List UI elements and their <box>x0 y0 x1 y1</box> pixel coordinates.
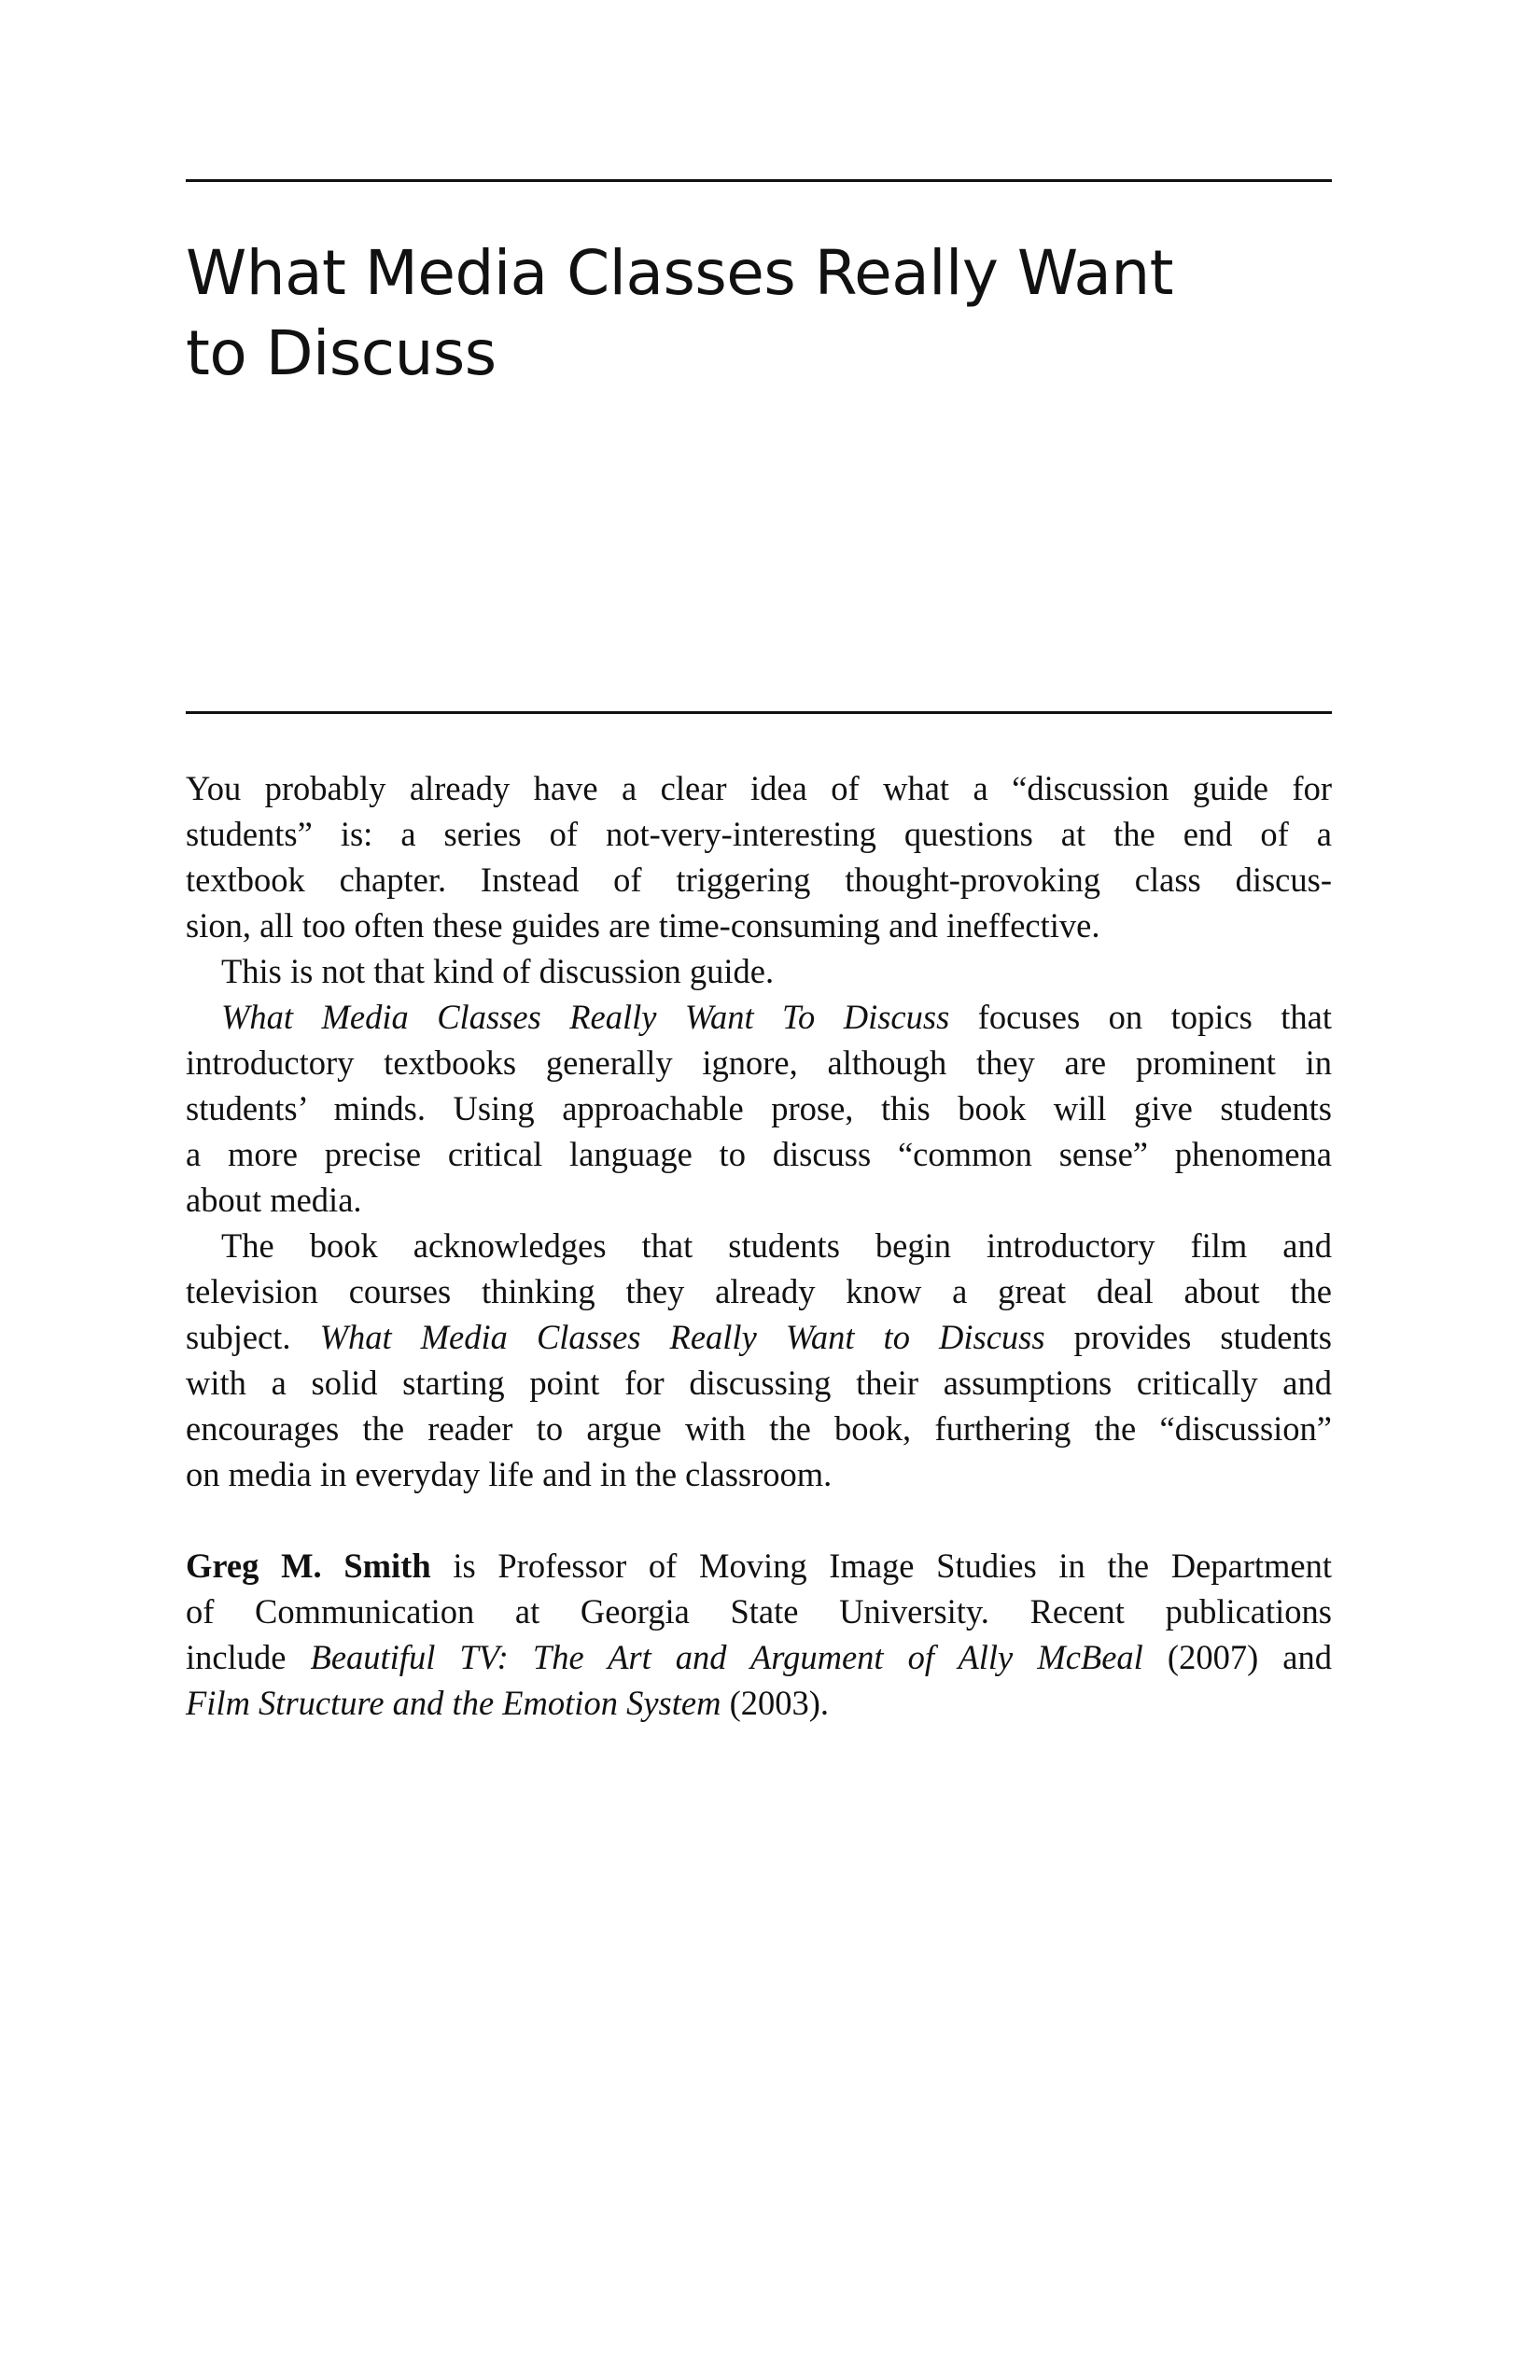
text-line: encourages the reader to argue with the book, furthering the “discussion” <box>186 1409 1332 1448</box>
text-fragment: focuses on topics that <box>949 998 1332 1036</box>
text-fragment: provides students <box>1044 1318 1332 1356</box>
text-line: introductory textbooks generally ignore, although they are prominent in <box>186 1043 1332 1082</box>
text-line: textbook chapter. Instead of triggering thought-provoking class discus- <box>186 861 1332 899</box>
text-line: students’ minds. Using approachable prose, this book will give students <box>186 1089 1332 1127</box>
text-line: about media. <box>186 1181 362 1219</box>
text-fragment: (2007) and <box>1142 1638 1333 1676</box>
text-line <box>186 1634 1332 1680</box>
text-line: on media in everyday life and in the classroom. <box>186 1455 833 1493</box>
text-line: The book acknowledges that students begin introductory film and <box>221 1226 1332 1265</box>
paragraph-statement <box>186 948 1332 994</box>
paragraph-intro <box>186 765 1332 948</box>
text-fragment: subject. <box>186 1318 320 1356</box>
section-rule <box>186 711 1332 714</box>
text-line <box>186 1314 1332 1360</box>
text-fragment: include <box>186 1638 311 1676</box>
text-line: a more precise critical language to discuss “common sense” phenomena <box>186 1135 1332 1173</box>
publication-title-italic: Film Structure and the Emotion System <box>186 1684 721 1722</box>
paragraph-topics <box>186 994 1332 1223</box>
top-rule <box>186 179 1332 182</box>
author-name: Greg M. Smith <box>186 1547 431 1585</box>
title-line-2: to Discuss <box>186 317 497 389</box>
book-title-italic: What Media Classes Really Want To Discuss <box>221 998 950 1036</box>
paragraph-acknowledgment <box>186 1223 1332 1497</box>
text-line: This is not that kind of discussion guide. <box>221 952 775 990</box>
text-fragment: is Professor of Moving Image Studies in the Department <box>430 1547 1332 1585</box>
description-body <box>186 765 1332 1726</box>
text-line: with a solid starting point for discussing their assumptions critically and <box>186 1364 1332 1402</box>
author-bio <box>186 1543 1332 1726</box>
text-fragment: (2003). <box>721 1684 829 1722</box>
text-line: television courses thinking they already know a great deal about the <box>186 1272 1332 1310</box>
book-title-italic: What Media Classes Really Want to Discuss <box>319 1318 1045 1356</box>
text-line: You probably already have a clear idea of what a “discussion guide for <box>186 769 1332 807</box>
text-line <box>186 1543 1332 1589</box>
text-line: of Communication at Georgia State University. Recent publications <box>186 1592 1332 1631</box>
text-line <box>186 1680 1332 1726</box>
text-line <box>186 994 1332 1040</box>
text-line: students” is: a series of not-very-interesting questions at the end of a <box>186 815 1332 853</box>
text-line: sion, all too often these guides are time-consuming and ineffective. <box>186 906 1100 945</box>
publication-title-italic: Beautiful TV: The Art and Argument of Ally McBeal <box>310 1638 1143 1676</box>
title-line-1: What Media Classes Really Want <box>186 237 1174 309</box>
page-title <box>186 233 1332 394</box>
